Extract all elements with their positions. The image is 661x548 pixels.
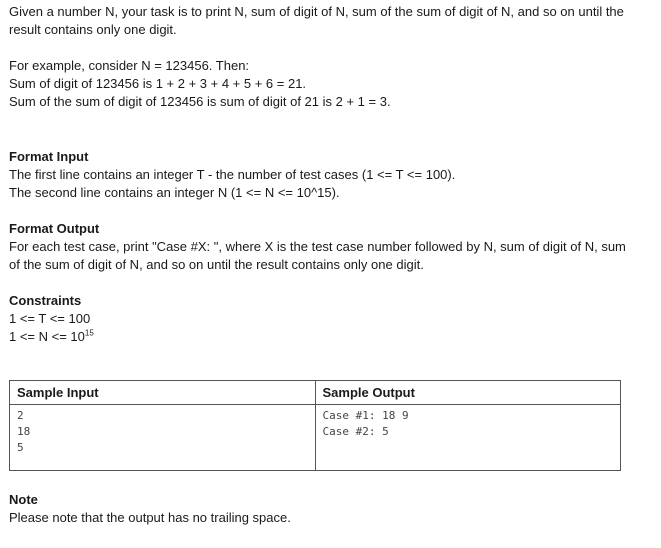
format-output-line-1: For each test case, print "Case #X: ", where X is the test case number followed by N, sum of digit of N, sum <box>9 239 626 254</box>
format-output-heading: Format Output <box>9 221 100 236</box>
intro-line-2: result contains only one digit. <box>9 22 177 37</box>
note-text: Please note that the output has no trailing space. <box>9 510 291 525</box>
sample-input-body <box>10 405 315 456</box>
sample-input-column <box>10 381 316 470</box>
note-section <box>9 491 291 527</box>
constraints-heading: Constraints <box>9 293 82 308</box>
sample-input-line: 2 <box>17 409 24 422</box>
example-paragraph <box>9 57 654 111</box>
format-output-line-2: of the sum of digit of N, and so on until the result contains only one digit. <box>9 257 424 272</box>
sample-output-line: Case #1: 18 9 <box>322 409 409 422</box>
constraint-n <box>9 328 654 346</box>
format-output-section <box>9 220 654 274</box>
sample-output-line: Case #2: 5 <box>322 425 389 438</box>
constraint-n-base: 1 <= N <= 10 <box>9 329 85 344</box>
example-line-2: Sum of digit of 123456 is 1 + 2 + 3 + 4 + 5 + 6 = 21. <box>9 76 307 91</box>
format-input-heading: Format Input <box>9 149 89 164</box>
sample-io-table <box>9 380 621 471</box>
format-input-section <box>9 148 654 202</box>
constraint-t: 1 <= T <= 100 <box>9 311 91 326</box>
intro-paragraph <box>9 3 654 39</box>
constraints-section <box>9 292 654 346</box>
note-heading: Note <box>9 492 38 507</box>
intro-line-1: Given a number N, your task is to print N, sum of digit of N, sum of the sum of digit of N, and so on until the <box>9 4 624 19</box>
sample-input-heading: Sample Input <box>10 381 315 405</box>
sample-input-line: 18 <box>17 425 31 438</box>
sample-input-line: 5 <box>17 441 24 454</box>
constraint-n-exponent: 15 <box>84 328 94 338</box>
format-input-line-1: The first line contains an integer T - the number of test cases (1 <= T <= 100). <box>9 167 456 182</box>
sample-output-heading: Sample Output <box>316 381 621 405</box>
example-line-3: Sum of the sum of digit of 123456 is sum of digit of 21 is 2 + 1 = 3. <box>9 94 391 109</box>
sample-output-column <box>316 381 621 470</box>
problem-statement <box>9 3 654 346</box>
example-line-1: For example, consider N = 123456. Then: <box>9 58 250 73</box>
sample-output-body <box>316 405 621 440</box>
format-input-line-2: The second line contains an integer N (1 <= N <= 10^15). <box>9 185 340 200</box>
